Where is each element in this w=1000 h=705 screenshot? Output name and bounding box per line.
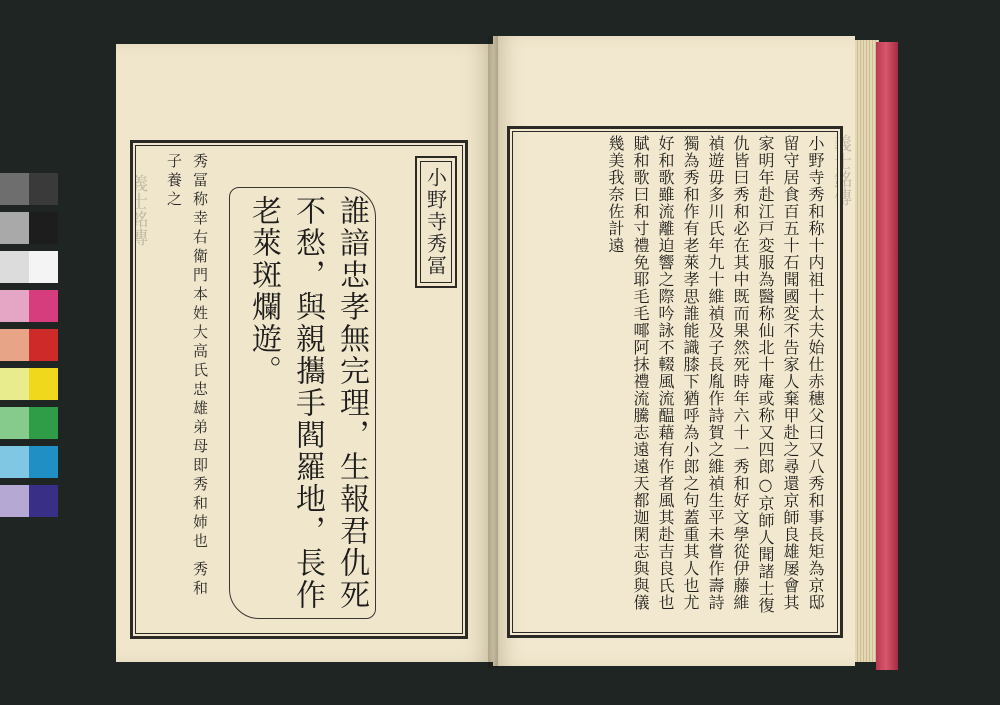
- book-cover-edge: [876, 42, 898, 670]
- color-swatch: [29, 485, 58, 517]
- book-gutter: [488, 36, 498, 668]
- biographical-note: 秀冨称幸右衛門本姓大高氏忠雄弟母即秀和姉也 秀和子養之: [165, 153, 209, 599]
- right-page: [493, 36, 855, 666]
- color-swatch: [29, 173, 58, 205]
- bleed-through-left: 義士銘傳: [127, 174, 148, 246]
- color-swatch: [0, 329, 29, 361]
- biography-text: 小野寺秀和称十内祖十太夫始仕赤穗父曰又八秀和事長矩為京邸留守居食百五十石聞國変不告家人棄甲赴之尋還京師良雄屡會其家明年赴江戸変服為醫称仙北十庵或称又四郎○京師人聞諸士復仇皆曰秀和必在其中既而果然死時年六十一秀和好文學從伊藤維禎遊毋多川氏年九十維禎及子長胤作詩賀之維禎生平未嘗作壽詩獨為秀和作有老萊孝思誰能識膝下猶呼為小郎之句蓋重其人也尤好和歌雖流離迫響之際吟詠不輟風流醖藉有作者風其赴吉良氏也賦和歌曰和寸禮免耶毛毛㖿阿抹禮流騰志遠遠天都迦閑志與與儀幾美我奈佐計遠: [606, 135, 825, 614]
- bleed-through-right: 義士銘傳: [831, 134, 852, 206]
- color-swatch: [29, 290, 58, 322]
- color-swatch: [29, 446, 58, 478]
- color-swatch: [0, 485, 29, 517]
- color-swatch: [29, 212, 58, 244]
- color-swatch: [29, 407, 58, 439]
- color-swatch: [0, 407, 29, 439]
- left-page: [116, 44, 493, 662]
- color-swatch: [0, 446, 29, 478]
- color-swatch: [0, 251, 29, 283]
- open-book: [116, 36, 898, 670]
- right-page-frame: [507, 126, 843, 638]
- color-swatch: [0, 290, 29, 322]
- left-page-frame: [130, 140, 468, 639]
- color-swatch: [29, 329, 58, 361]
- color-swatch: [0, 368, 29, 400]
- color-swatch: [29, 251, 58, 283]
- poem-text: 誰諳忠孝無完理，生報君仇死不愁，與親攜手閻羅地，長作老萊斑爛遊。: [246, 195, 369, 611]
- color-calibration-strip: [0, 173, 58, 531]
- color-swatch: [0, 173, 29, 205]
- color-swatch: [0, 212, 29, 244]
- color-swatch: [29, 368, 58, 400]
- name-cartouche: 小野寺秀冨: [415, 156, 457, 288]
